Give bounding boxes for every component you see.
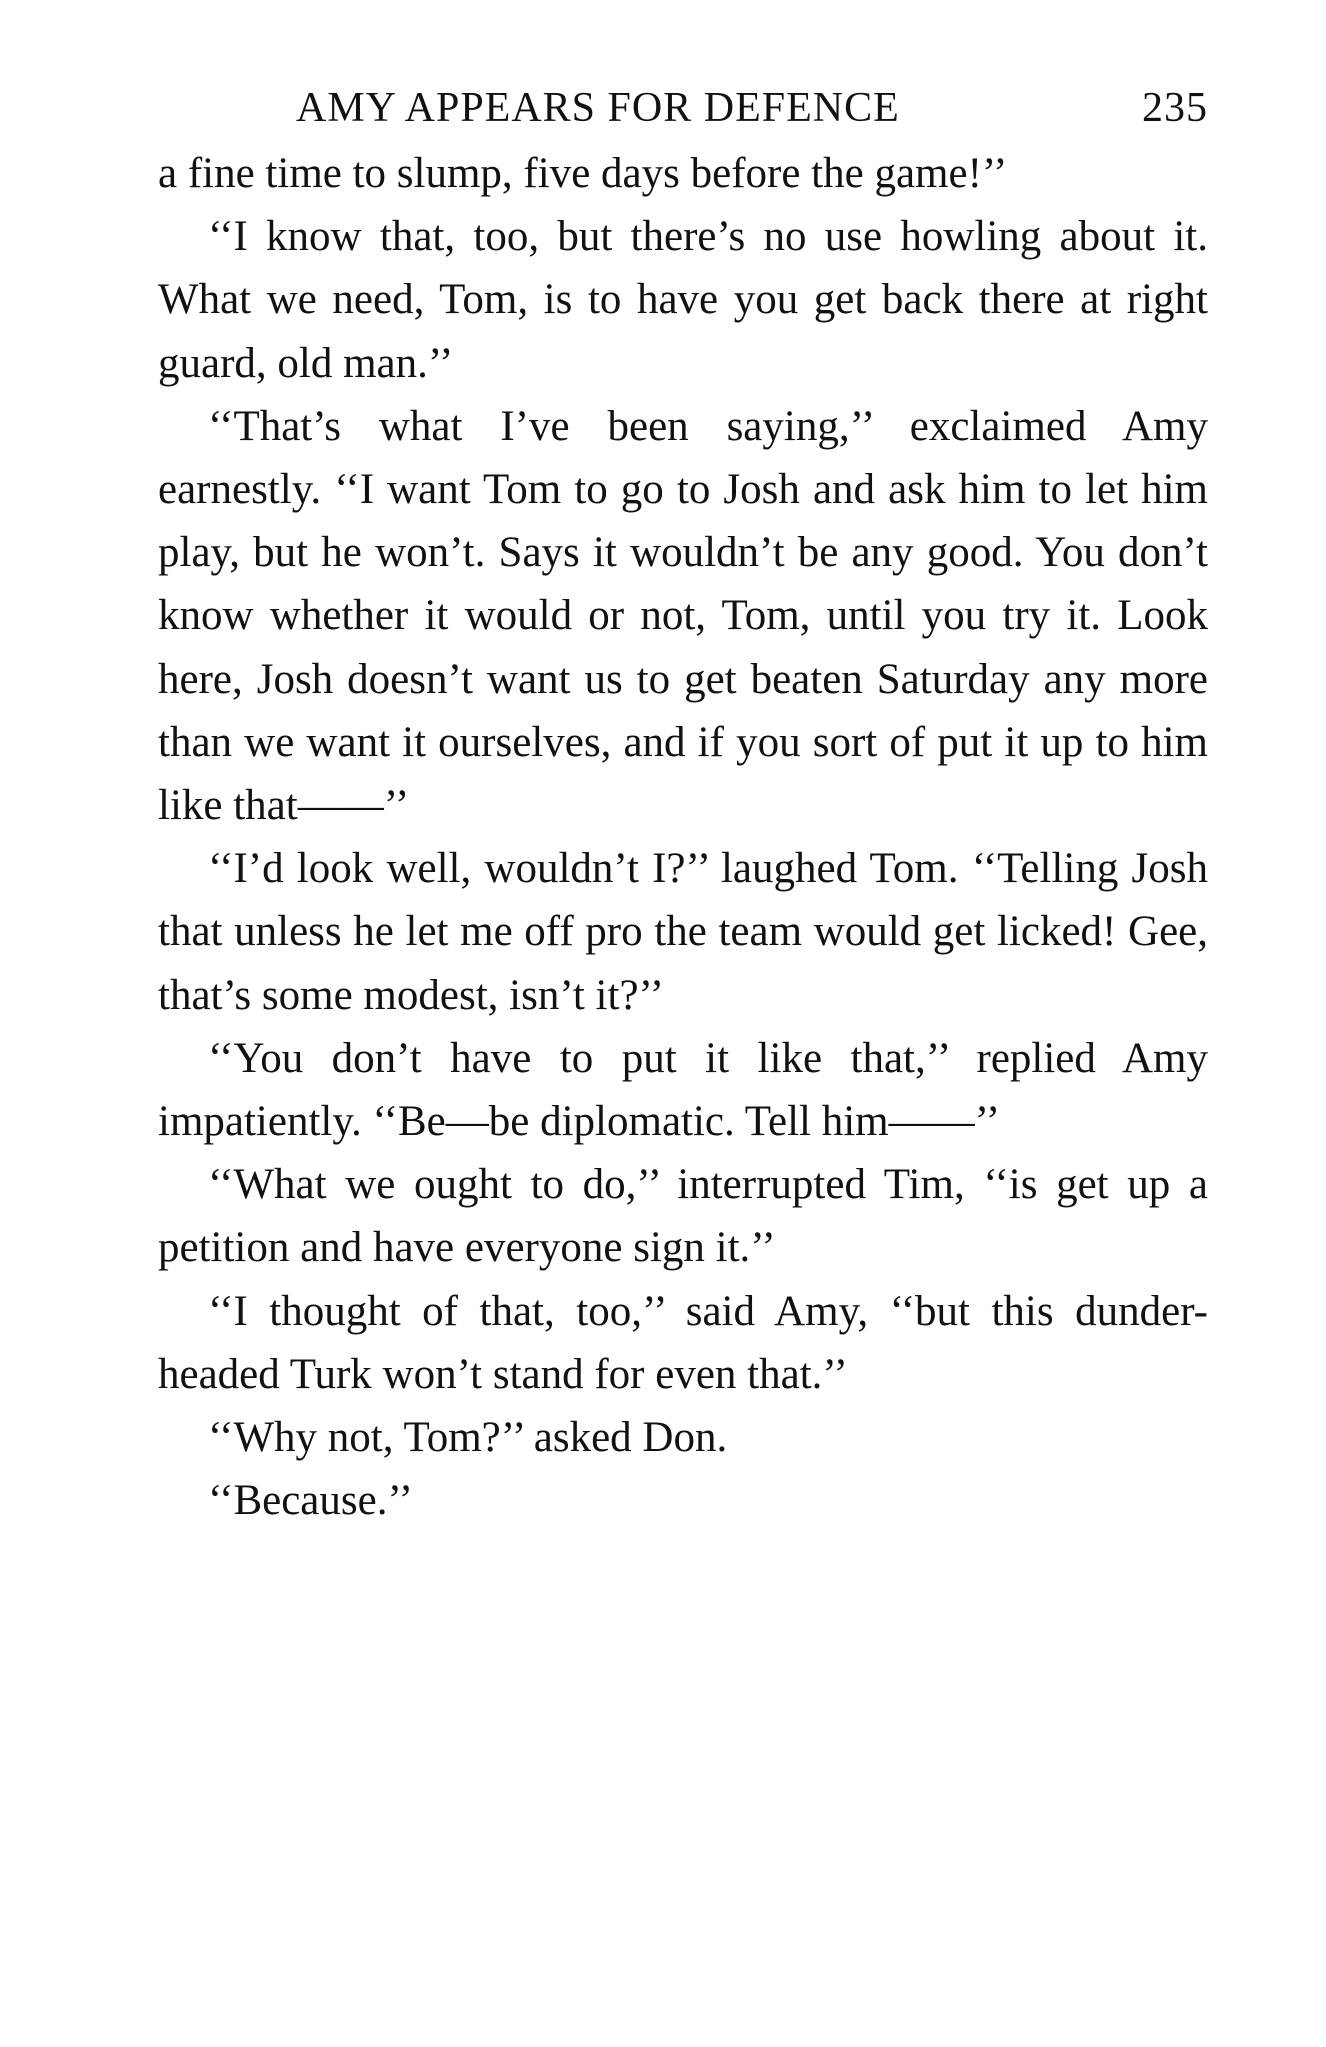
paragraph: ‘‘You don’t have to put it like that,’’ replied Amy impatiently. ‘‘Be—be diplomatic. Tell him——’’ [158,1034,1208,1146]
body-text [158,142,1208,1532]
paragraph: ‘‘That’s what I’ve been saying,’’ exclaimed Amy earnestly. ‘‘I want Tom to go to Josh and ask him to let him play, but he won’t. Says it wouldn’t be any good. You don’t know whether it would or not, Tom, until you try it. Look here, Josh doesn’t want us to get beaten Saturday any more than we want it ourselves, and if you sort of put it up to him like that——’’ [158,402,1208,830]
paragraph: ‘‘What we ought to do,’’ interrupted Tim, ‘‘is get up a petition and have everyone sign it.’’ [158,1161,1208,1272]
paragraph: ‘‘I know that, too, but there’s no use howling about it. What we need, Tom, is to have you get back there at right guard, old man.’’ [158,213,1208,387]
chapter-title: AMY APPEARS FOR DEFENCE [296,85,900,131]
book-page [158,78,1208,2008]
paragraph: ‘‘I thought of that, too,’’ said Amy, ‘‘but this dunder-headed Turk won’t stand for even that.’’ [158,1287,1208,1398]
paragraph: a fine time to slump, five days before the game!’’ [158,150,1008,197]
running-head [158,78,1208,138]
paragraph: ‘‘Because.’’ [208,1477,413,1525]
paragraph: ‘‘I’d look well, wouldn’t I?’’ laughed Tom. ‘‘Telling Josh that unless he let me off pro the team would get licked! Gee, that’s some modest, isn’t it?’’ [158,845,1208,1019]
page-number: 235 [1142,85,1208,131]
paragraph: ‘‘Why not, Tom?’’ asked Don. [208,1414,728,1462]
